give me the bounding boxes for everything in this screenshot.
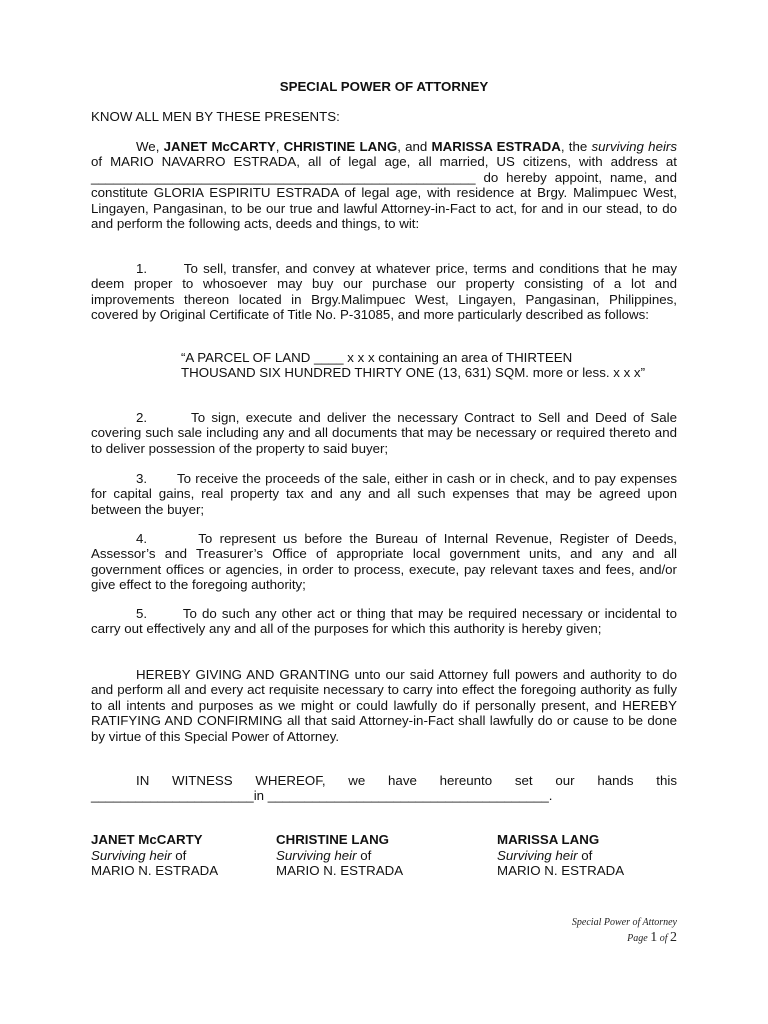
item-4: 4. To represent us before the Bureau of Internal Revenue, Register of Deeds, Assessor’s and Treasurer’s Office of appropriate local government units, and any and all government offices or agencies, in order to process, execute, pay relevant taxes and fees, and/or give effect to the foregoing authority;: [91, 531, 677, 593]
witness-text: IN WITNESS WHEREOF, we have hereunto set our hands this: [136, 773, 677, 788]
signatory-name: JANET McCARTY: [91, 832, 203, 847]
footer-page: 1: [650, 930, 658, 945]
intro-text: do hereby appoint, name, and constitute GLORIA ESPIRITU ESTRADA of legal age, with residence at Brgy. Malimpuec West, Lingayen, Pangasinan, to be our true and lawful Attorney-in-Fact to act, for and in our stead, to do and perform the following acts, deeds and things, to wit:: [91, 169, 677, 232]
heir-name-1: JANET McCARTY: [163, 139, 276, 154]
item-5: 5. To do such any other act or thing that may be required necessary or incidental to carry out effectively any and all of the purposes for which this authority is hereby given;: [91, 606, 677, 637]
signatory-role: Surviving heir: [276, 847, 357, 863]
signatory-2: [276, 832, 403, 879]
signatory-role: Surviving heir: [497, 847, 578, 863]
signatory-name: MARISSA LANG: [497, 832, 600, 847]
surviving-heirs-phrase: surviving heirs: [591, 139, 677, 154]
place-blank: ______________________________________: [267, 788, 549, 804]
signatory-decedent: MARIO N. ESTRADA: [276, 863, 404, 879]
signatory-of: of: [356, 847, 372, 863]
heir-name-2: CHRISTINE LANG: [283, 139, 398, 154]
signatory-of: of: [171, 847, 187, 863]
signatory-role-line: [497, 848, 624, 864]
signatory-decedent: MARIO N. ESTRADA: [497, 863, 625, 879]
witness-text: in: [253, 788, 268, 804]
signatory-decedent: MARIO N. ESTRADA: [91, 863, 219, 879]
footer-page-prefix: Page: [627, 933, 651, 944]
intro-paragraph: [91, 139, 677, 231]
witness-text: .: [548, 788, 553, 804]
address-blank: ____________________________________________________: [91, 169, 476, 185]
salutation: KNOW ALL MEN BY THESE PRESENTS:: [91, 109, 340, 124]
signatory-of: of: [577, 847, 593, 863]
document-title: SPECIAL POWER OF ATTORNEY: [279, 79, 489, 94]
intro-text: We,: [136, 139, 164, 154]
footer-total: 2: [670, 930, 677, 945]
heir-name-3: MARISSA ESTRADA: [431, 139, 561, 154]
signatory-role-line: [91, 848, 218, 864]
signatory-3: [497, 832, 624, 879]
intro-text: ,: [275, 139, 284, 154]
signatory-role: Surviving heir: [91, 847, 172, 863]
signatory-role-line: [276, 848, 403, 864]
signatory-1: [91, 832, 218, 879]
intro-text: , and: [397, 139, 432, 154]
footer-title: Special Power of Attorney: [571, 917, 677, 928]
intro-text: of MARIO NAVARRO ESTRADA, all of legal age, all married, US citizens, with address at: [91, 154, 677, 170]
signatory-name: CHRISTINE LANG: [276, 832, 390, 847]
intro-text: , the: [560, 139, 592, 154]
witness-paragraph: [91, 773, 677, 804]
granting-paragraph: HEREBY GIVING AND GRANTING unto our said Attorney full powers and authority to do and perform all and every act requisite necessary to carry into effect the foregoing authority as fully to all intents and purposes as we might or could lawfully do if personally present, and HEREBY RATIFYING AND CONFIRMING all that said Attorney-in-Fact shall lawfully do or cause to be done by virtue of this Special Power of Attorney.: [91, 667, 677, 744]
property-description-quote: “A PARCEL OF LAND ____ x x x containing an area of THIRTEEN THOUSAND SIX HUNDRED THIRTY ONE (13, 631) SQM. more or less. x x x”: [181, 350, 646, 381]
item-1: 1. To sell, transfer, and convey at whatever price, terms and conditions that he may deem proper to whosoever may buy our purchase our property consisting of a lot and improvements thereon located in Brgy.Malimpuec West, Lingayen, Pangasinan, Philippines, covered by Original Certificate of Title No. P-31085, and more particularly described as follows:: [91, 261, 677, 323]
footer-page-number: [430, 931, 677, 946]
footer-of: of: [657, 933, 670, 944]
item-2: 2. To sign, execute and deliver the necessary Contract to Sell and Deed of Sale covering such sale including any and all documents that may be necessary or required thereto and to deliver possession of the property to said buyer;: [91, 410, 677, 456]
date-blank: ______________________: [91, 788, 254, 804]
item-3: 3. To receive the proceeds of the sale, either in cash or in check, and to pay expenses for capital gains, real property tax and any and all such expenses that may be agreed upon between the buyer;: [91, 471, 677, 517]
